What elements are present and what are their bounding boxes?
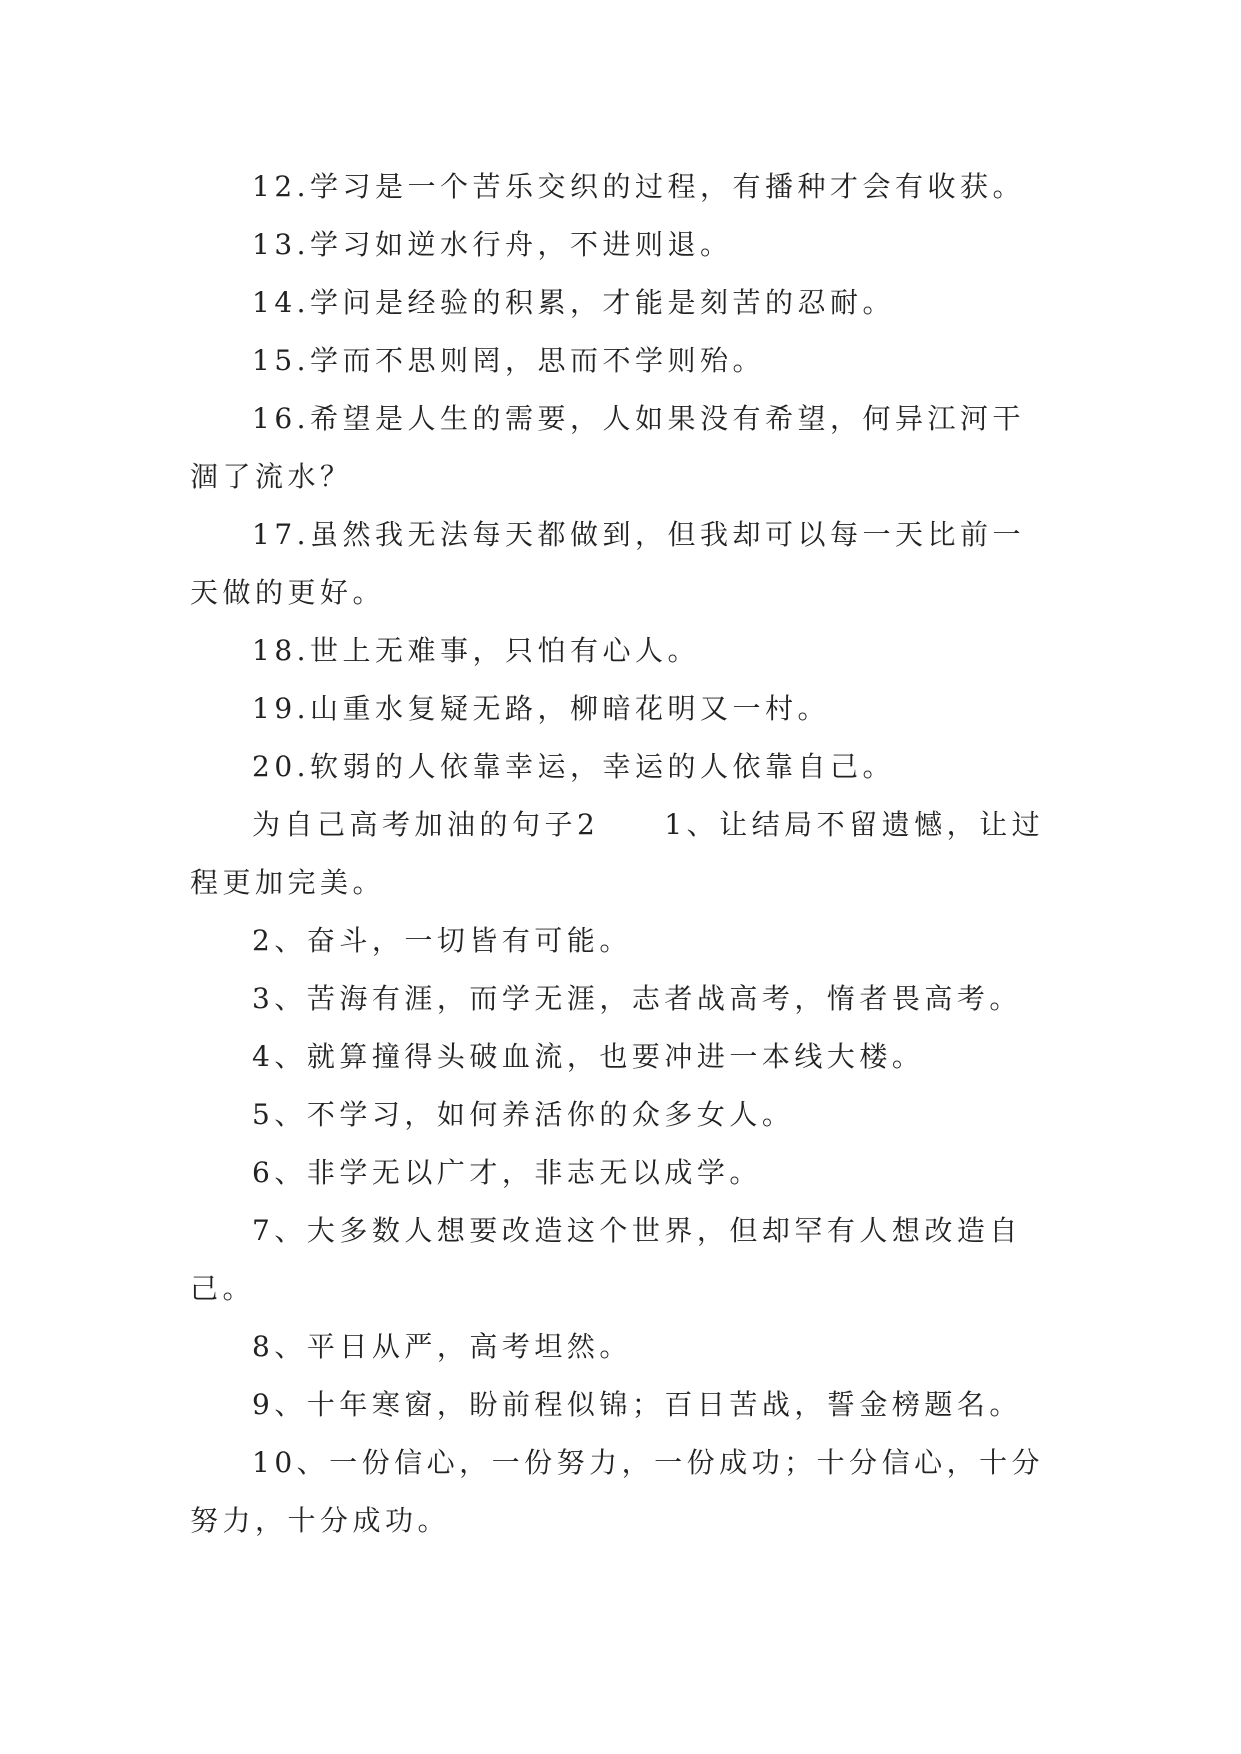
list-item-2: 2、奋斗，一切皆有可能。 bbox=[252, 924, 632, 957]
list-item-10: 10、一份信心，一份努力，一份成功；十分信心，十分努力，十分成功。 bbox=[190, 1446, 1045, 1537]
paragraph-18: 18.世上无难事，只怕有心人。 bbox=[252, 634, 701, 667]
paragraph-19: 19.山重水复疑无路，柳暗花明又一村。 bbox=[252, 692, 831, 725]
list-item-5: 5、不学习，如何养活你的众多女人。 bbox=[252, 1098, 795, 1131]
list-item-8: 8、平日从严，高考坦然。 bbox=[252, 1330, 632, 1363]
list-item-4: 4、就算撞得头破血流，也要冲进一本线大楼。 bbox=[252, 1040, 925, 1073]
paragraph-17: 17.虽然我无法每天都做到，但我却可以每一天比前一天做的更好。 bbox=[190, 518, 1026, 609]
paragraph-15: 15.学而不思则罔，思而不学则殆。 bbox=[252, 344, 766, 377]
paragraph-20: 20.软弱的人依靠幸运，幸运的人依靠自己。 bbox=[252, 750, 896, 783]
document-body bbox=[190, 158, 1050, 1550]
list-item-3: 3、苦海有涯，而学无涯，志者战高考，惰者畏高考。 bbox=[252, 982, 1022, 1015]
section-heading-paragraph: 为自己高考加油的句子2 1、让结局不留遗憾，让过程更加完美。 bbox=[190, 808, 1045, 899]
paragraph-16: 16.希望是人生的需要，人如果没有希望，何异江河干涸了流水？ bbox=[190, 402, 1026, 493]
list-item-7: 7、大多数人想要改造这个世界，但却罕有人想改造自己。 bbox=[190, 1214, 1022, 1305]
paragraph-14: 14.学问是经验的积累，才能是刻苦的忍耐。 bbox=[252, 286, 896, 319]
list-item-6: 6、非学无以广才，非志无以成学。 bbox=[252, 1156, 762, 1189]
paragraph-12: 12.学习是一个苦乐交织的过程，有播种才会有收获。 bbox=[252, 170, 1026, 203]
paragraph-13: 13.学习如逆水行舟，不进则退。 bbox=[252, 228, 733, 261]
list-item-9: 9、十年寒窗，盼前程似锦；百日苦战，誓金榜题名。 bbox=[252, 1388, 1022, 1421]
